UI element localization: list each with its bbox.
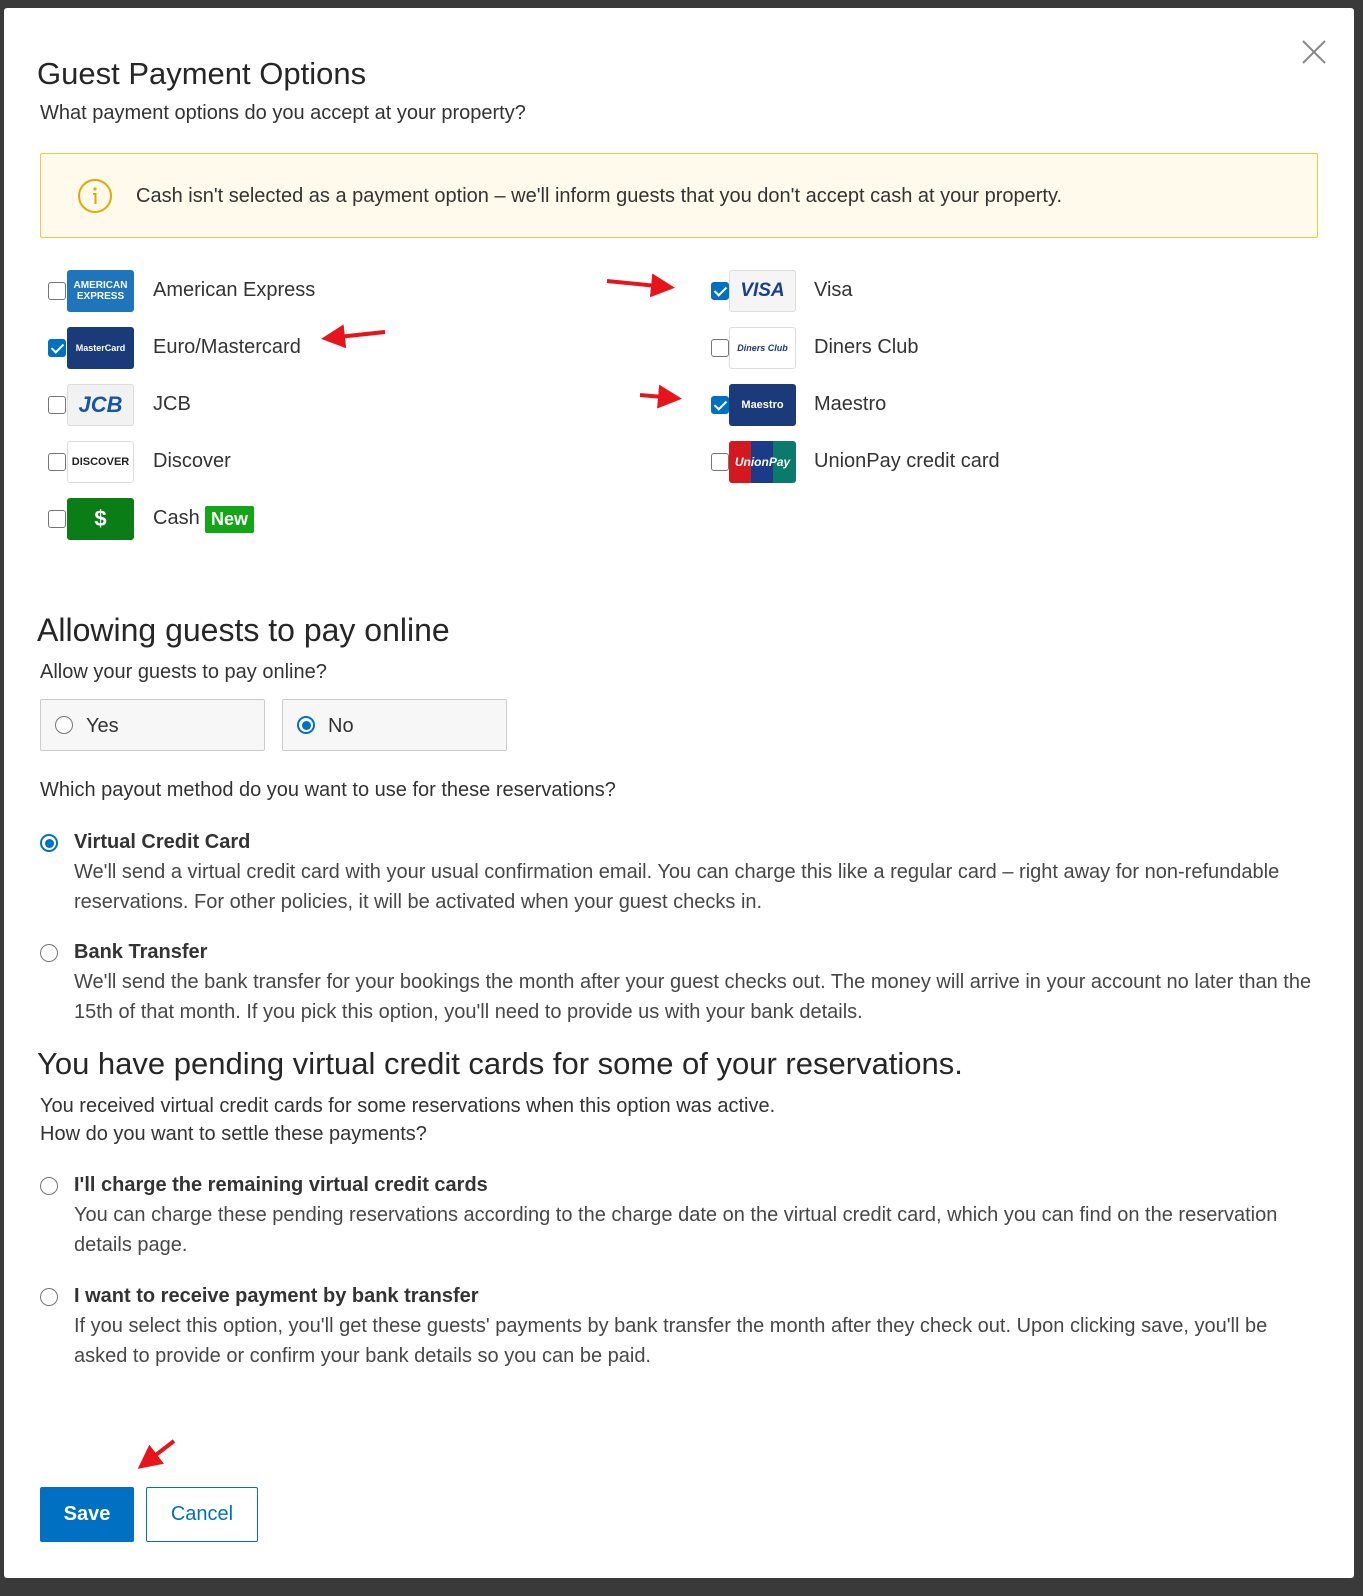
method-label: Discover — [153, 450, 231, 472]
card-logo: Diners Club — [729, 327, 796, 369]
online-heading: Allowing guests to pay online — [37, 612, 450, 648]
payout-question: Which payout method do you want to use for these reservations? — [40, 779, 616, 801]
method-label: JCB — [153, 393, 191, 415]
card-logo: JCB — [67, 384, 134, 426]
option-title: Virtual Credit Card — [74, 831, 251, 853]
option-title: I'll charge the remaining virtual credit cards — [74, 1174, 488, 1196]
cancel-button[interactable]: Cancel — [146, 1487, 258, 1542]
card-logo: $ — [67, 498, 134, 540]
card-logo: DISCOVER — [67, 441, 134, 483]
pending-heading: You have pending virtual credit cards for some of your reservations. — [37, 1046, 963, 1081]
pending-line2: How do you want to settle these payments? — [40, 1123, 427, 1145]
card-logo: UnionPay — [729, 441, 796, 483]
method-label: Euro/Mastercard — [153, 336, 301, 358]
guest-payment-options-modal — [4, 8, 1354, 1578]
option-title: Bank Transfer — [74, 941, 208, 963]
yes-label: Yes — [86, 715, 119, 737]
option-description: If you select this option, you'll get these guests' payments by bank transfer the month after they check out. Upon clicking save, you'll be asked to provide or confirm your bank details so you can be paid. — [74, 1315, 1268, 1367]
method-label: American Express — [153, 279, 316, 301]
online-question: Allow your guests to pay online? — [40, 661, 327, 683]
card-logo: Maestro — [729, 384, 796, 426]
card-logo: VISA — [729, 270, 796, 312]
option-description: We'll send a virtual credit card with your usual confirmation email. You can charge this like a regular card – right away for non-refundable reservations. For other policies, it will be activated when your guest checks in. — [74, 861, 1280, 913]
option-title: I want to receive payment by bank transfer — [74, 1285, 479, 1307]
option-description: You can charge these pending reservations according to the charge date on the virtual credit card, which you can find on the reservation details page. — [74, 1204, 1278, 1256]
method-label: Maestro — [814, 393, 887, 415]
card-logo: AMERICAN EXPRESS — [67, 270, 134, 312]
page-title: Guest Payment Options — [37, 56, 367, 91]
save-button[interactable]: Save — [40, 1487, 134, 1542]
card-logo: MasterCard — [67, 327, 134, 369]
annotation-arrows — [4, 8, 1354, 1578]
method-label: UnionPay credit card — [814, 450, 1000, 472]
method-label: Visa — [814, 279, 853, 301]
subtitle: What payment options do you accept at your property? — [40, 102, 526, 124]
notice-text: Cash isn't selected as a payment option – we'll inform guests that you don't accept cash at your property. — [136, 185, 1063, 207]
option-description: We'll send the bank transfer for your bookings the month after your guest checks out. The money will arrive in your account no later than the 15th of that month. If you pick this option, you'll need to provide us with your bank details. — [74, 971, 1312, 1023]
method-label: Cash — [153, 507, 200, 529]
new-badge: New — [205, 506, 254, 533]
method-label: Diners Club — [814, 336, 919, 358]
pending-line1: You received virtual credit cards for some reservations when this option was active. — [40, 1095, 776, 1117]
no-label: No — [328, 715, 354, 737]
